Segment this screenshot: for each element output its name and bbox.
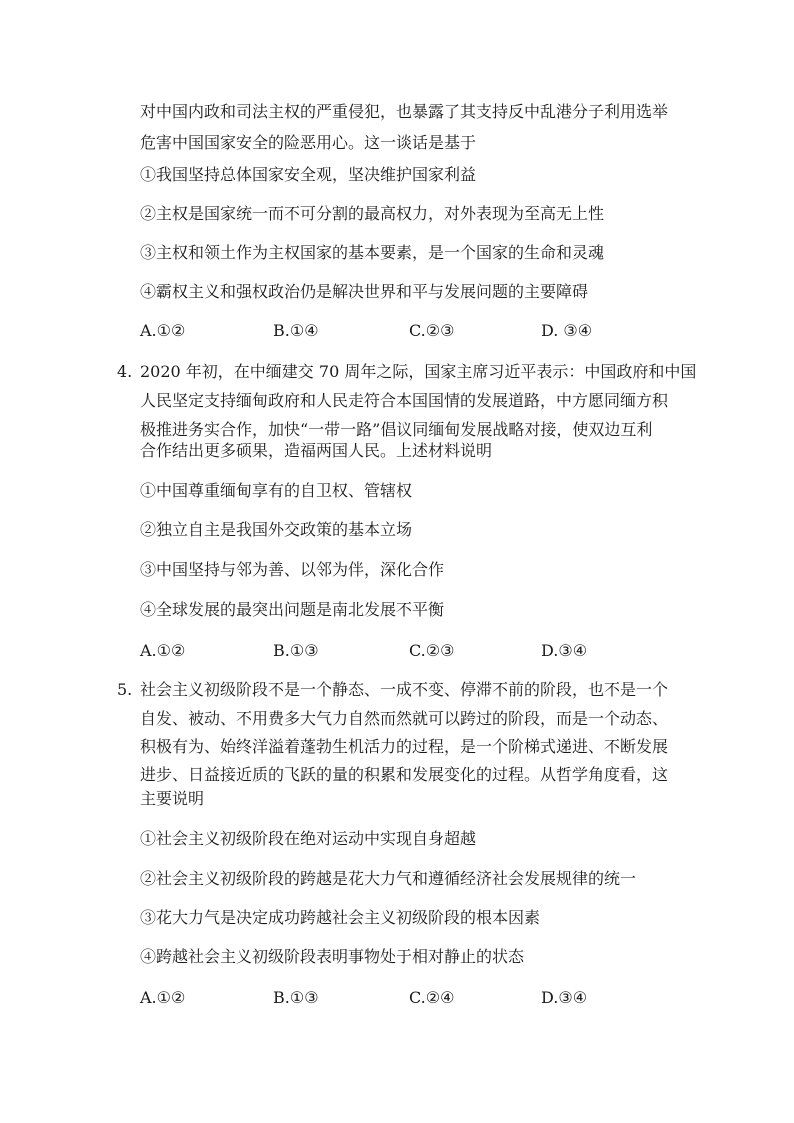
question-5-line-3: 积极有为、始终洋溢着蓬勃生机活力的过程，是一个阶梯式递进、不断发展 [140, 737, 669, 756]
question-5-line-5: 主要说明 [140, 789, 205, 808]
intro-option-d: D. ③④ [541, 321, 593, 340]
intro-option-c: C.②③ [409, 321, 455, 340]
question-5-statement-3: ③花大力气是决定成功跨越社会主义初级阶段的根本因素 [140, 908, 541, 927]
question-5-line-4: 进步、日益接近质的飞跃的量的积累和发展变化的过程。从哲学角度看，这 [140, 765, 669, 784]
question-5-option-a: A.①② [140, 988, 186, 1007]
question-4-line-4: 合作结出更多硕果，造福两国人民。上述材料说明 [140, 441, 493, 460]
question-4-statement-4: ④全球发展的最突出问题是南北发展不平衡 [140, 600, 445, 619]
intro-statement-3: ③主权和领土作为主权国家的基本要素，是一个国家的生命和灵魂 [140, 243, 605, 262]
question-4-option-d: D.③④ [541, 641, 588, 660]
question-4-line-2: 人民坚定支持缅甸政府和人民走符合本国国情的发展道路，中方愿同缅方积 [140, 391, 669, 410]
question-4-statement-3: ③中国坚持与邻为善、以邻为伴，深化合作 [140, 560, 445, 579]
intro-statement-1: ①我国坚持总体国家安全观，坚决维护国家利益 [140, 165, 477, 184]
question-5-statement-2: ②社会主义初级阶段的跨越是花大力气和遵循经济社会发展规律的统一 [140, 869, 637, 888]
question-5-statement-4: ④跨越社会主义初级阶段表明事物处于相对静止的状态 [140, 947, 525, 966]
question-5-option-c: C.②④ [409, 988, 455, 1007]
question-4-line-1: 2020 年初，在中缅建交 70 周年之际，国家主席习近平表示：中国政府和中国 [140, 362, 697, 381]
question-5-line-1: 社会主义初级阶段不是一个静态、一成不变、停滞不前的阶段，也不是一个 [140, 680, 669, 699]
intro-line-2: 危害中国国家安全的险恶用心。这一谈话是基于 [140, 133, 477, 152]
question-4-option-a: A.①② [140, 641, 186, 660]
question-4-statement-2: ②独立自主是我国外交政策的基本立场 [140, 520, 413, 539]
question-4-option-c: C.②③ [409, 641, 455, 660]
intro-line-1: 对中国内政和司法主权的严重侵犯，也暴露了其支持反中乱港分子利用选举 [140, 102, 669, 121]
intro-statement-2: ②主权是国家统一而不可分割的最高权力，对外表现为至高无上性 [140, 204, 605, 223]
intro-option-b: B.①④ [273, 321, 319, 340]
question-4-line-3: 极推进务实合作，加快“一带一路”倡议同缅甸发展战略对接，使双边互利 [140, 420, 653, 439]
intro-option-a: A.①② [140, 321, 186, 340]
question-4-statement-1: ①中国尊重缅甸享有的自卫权、管辖权 [140, 481, 413, 500]
question-4-number: 4. [117, 362, 133, 381]
intro-statement-4: ④霸权主义和强权政治仍是解决世界和平与发展问题的主要障碍 [140, 282, 589, 301]
question-5-option-b: B.①③ [273, 988, 319, 1007]
question-5-option-d: D.③④ [541, 988, 588, 1007]
question-4-option-b: B.①③ [273, 641, 319, 660]
question-5-statement-1: ①社会主义初级阶段在绝对运动中实现自身超越 [140, 829, 477, 848]
question-5-line-2: 自发、被动、不用费多大气力自然而然就可以跨过的阶段，而是一个动态、 [140, 709, 669, 728]
question-5-number: 5. [117, 680, 133, 699]
